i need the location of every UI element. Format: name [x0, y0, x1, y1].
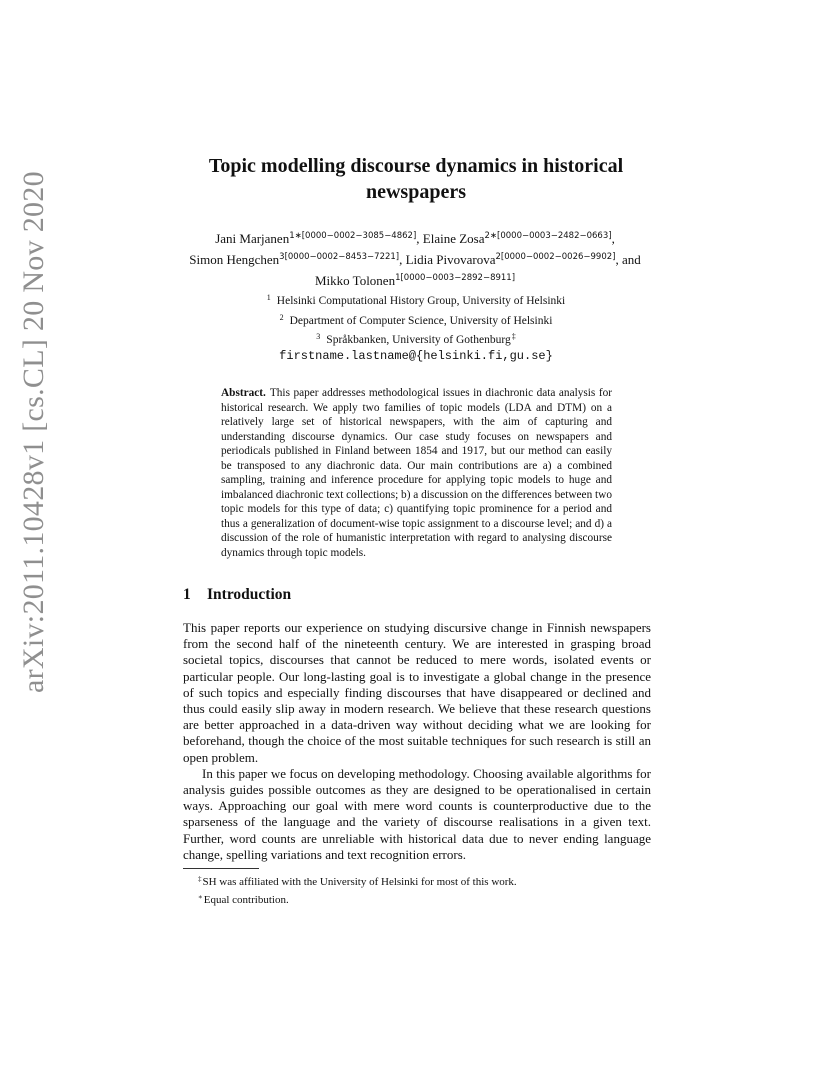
affiliation-line: [200, 329, 632, 349]
affiliation-text: Department of Computer Science, University of Helsinki: [289, 314, 553, 327]
author-name: Elaine Zosa: [422, 231, 485, 246]
footnote: [198, 890, 517, 908]
paper-title: Topic modelling discourse dynamics in historical newspapers: [208, 155, 624, 203]
author-separator: ,: [399, 252, 406, 267]
footnote-mark: ∗: [198, 893, 203, 901]
author-orcid: 2[0000−0002−0026−9902]: [495, 252, 616, 262]
footnote-text: Equal contribution.: [203, 894, 289, 906]
footnote-text: SH was affiliated with the University of Helsinki for most of this work.: [202, 876, 517, 888]
footnote: [198, 872, 517, 890]
author-name: Jani Marjanen: [215, 231, 290, 246]
paragraph: In this paper we focus on developing methodology. Choosing available algorithms for analysis guides possible outcomes as they are designed to be operationalised in certain ways. Approaching our goal with mere word counts is counterproductive due to the sparseness of the language and the variety of discourse realisations in a given text. Further, word counts are unreliable with historical data due to never ending language change, spelling variations and text recognition errors.: [183, 765, 651, 862]
footnote-rule: [183, 868, 259, 869]
footnotes: [198, 872, 517, 908]
affiliation-text: Språkbanken, University of Gothenburg: [326, 334, 511, 346]
affiliation-text: Helsinki Computational History Group, University of Helsinki: [276, 295, 566, 307]
arxiv-identifier: arXiv:2011.10428v1 [cs.CL] 20 Nov 2020: [17, 171, 50, 693]
author-orcid: 1[0000−0003−2892−8911]: [395, 273, 516, 283]
author-list: [160, 227, 670, 290]
affiliation-line: [200, 310, 632, 330]
contact-email: firstname.lastname@{helsinki.fi,gu.se}: [279, 348, 553, 363]
section-heading: [183, 586, 291, 604]
affiliation-number: 3: [316, 332, 321, 341]
affiliation-number: 2: [279, 312, 284, 322]
abstract: [221, 386, 612, 560]
abstract-text: This paper addresses methodological issues in diachronic data analysis for historical research. We apply two families of topic models (LDA and DTM) on a relatively large set of historical newspapers, with the aim of capturing and understanding discourse dynamics. Our case study focuses on newspapers and periodicals published in Finland between 1854 and 1917, but our method can easily be transposed to any diachronic data. Our main contributions are a) a combined sampling, training and inference procedure for applying topic models to huge and imbalanced diachronic text collections; b) a discussion on the differences between two topic models for this type of data; c) quantifying topic prominence for a period and thus a generalization of document-wise topic assignment to a discourse level; and d) a discussion of the role of humanistic interpretation with regard to analysing discourse dynamics through topic models.: [221, 387, 612, 559]
affiliation-block: [200, 290, 632, 364]
footnote-mark: ‡: [198, 875, 202, 883]
author-name: Mikko Tolonen: [314, 273, 396, 288]
author-orcid: 2∗[0000−0003−2482−0663]: [484, 231, 612, 241]
author-separator: ,: [611, 231, 615, 246]
author-separator: , and: [615, 252, 641, 267]
author-name: Lidia Pivovarova: [405, 252, 496, 267]
section-number: 1: [183, 586, 191, 603]
author-orcid: 1∗[0000−0002−3085−4862]: [289, 231, 417, 241]
affiliation-number: 1: [266, 293, 271, 302]
author-orcid: 3[0000−0002−8453−7221]: [279, 252, 400, 262]
author-name: Simon Hengchen: [189, 252, 280, 267]
section-title: Introduction: [207, 586, 292, 603]
paragraph: This paper reports our experience on studying discursive change in Finnish newspapers from the second half of the nineteenth century. We are interested in grasping broad societal topics, discourses that cannot be reduced to mere words, isolated events or particular people. Our long-lasting goal is to investigate a global change in the presence of such topics and especially finding discourses that have disappeared or declined and thus could easily slip away in modern research. We believe that these research questions are better approached in a data-driven way without deciding what we are looking for beforehand, though the choice of the most suitable techniques for such research is still an open problem.: [183, 620, 651, 765]
abstract-label: Abstract.: [221, 387, 266, 399]
affiliation-mark: ‡: [511, 332, 516, 341]
body-text: [183, 620, 651, 863]
affiliation-line: [200, 290, 632, 310]
author-separator: ,: [416, 231, 423, 246]
